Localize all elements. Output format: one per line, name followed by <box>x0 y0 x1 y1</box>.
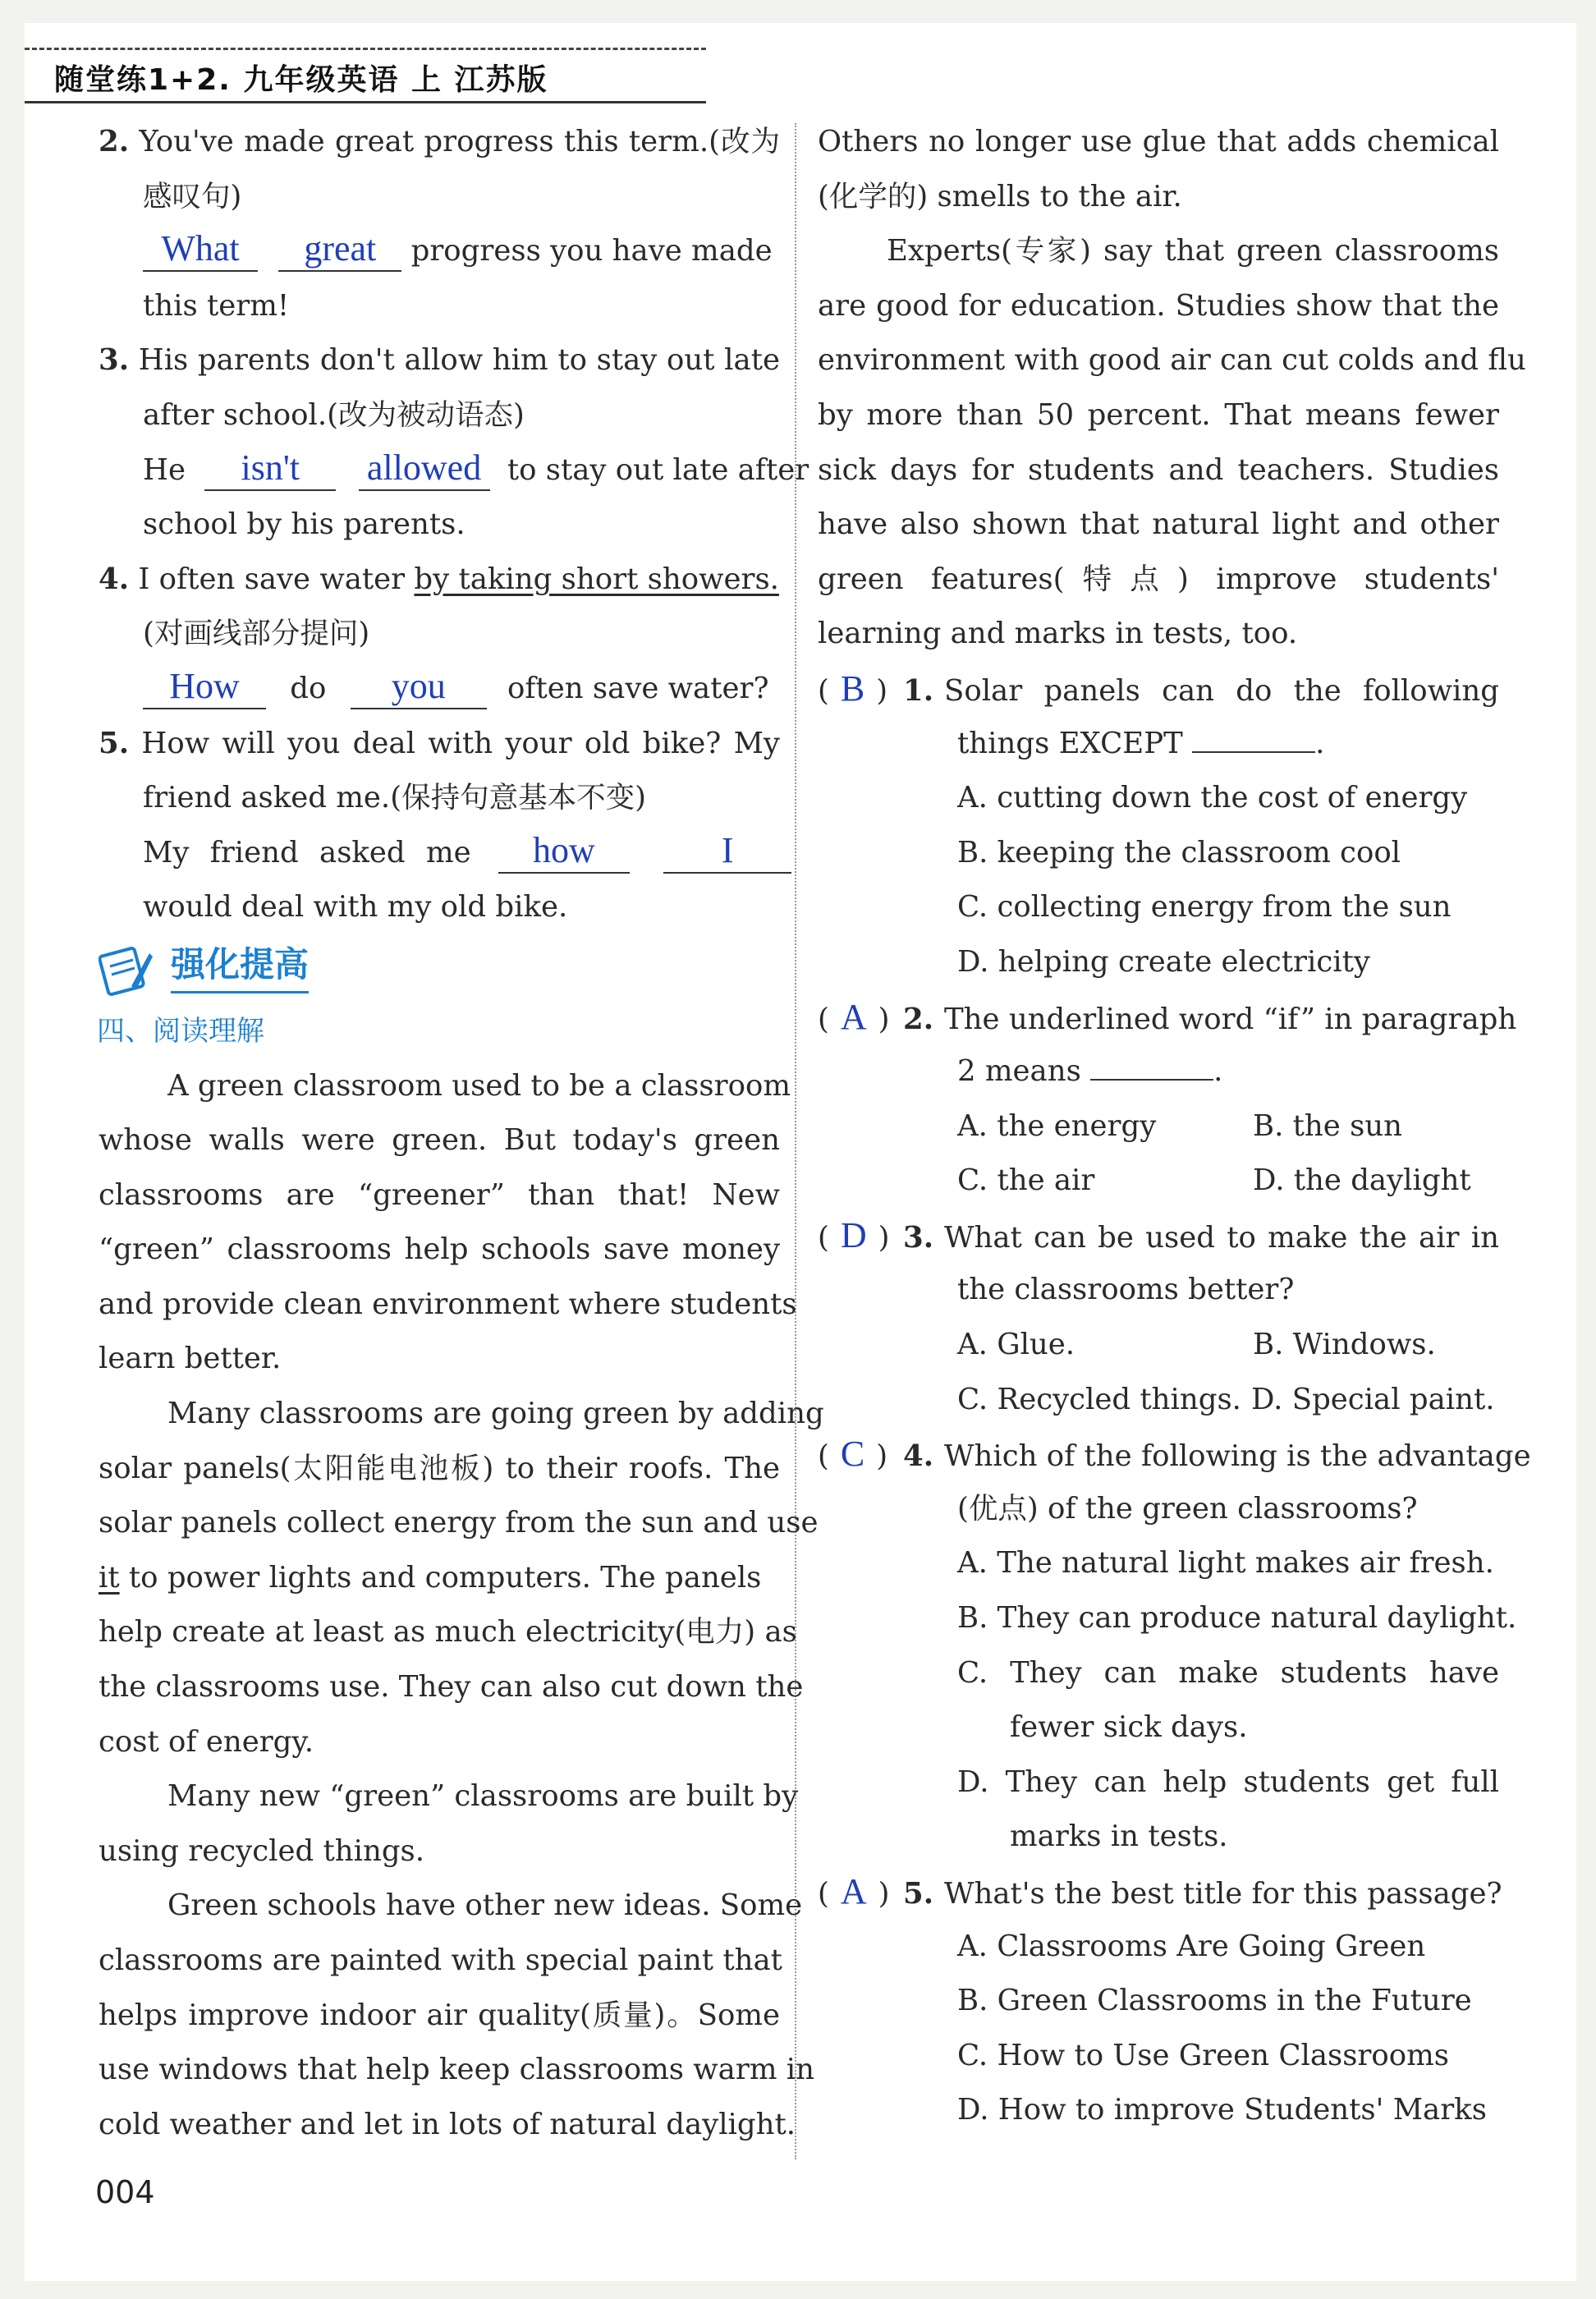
passage-line: by more than 50 percent. That means fewer <box>818 397 1499 432</box>
passage-line: have also shown that natural light and other <box>818 507 1499 542</box>
option: D. the daylight <box>1253 1163 1471 1198</box>
option: B. Windows. <box>1253 1328 1436 1362</box>
q2-after: progress you have made <box>410 234 773 268</box>
passage-line: green features(特点) improve students' <box>818 562 1499 596</box>
page-header <box>25 48 706 103</box>
passage-line: (化学的) smells to the air. <box>818 179 1182 213</box>
passage-line: using recycled things. <box>99 1833 425 1868</box>
header-title: 随堂练1+2. 九年级英语 上 江苏版 <box>54 63 548 97</box>
option: A. cutting down the cost of energy <box>957 781 1468 815</box>
option: C. Recycled things. <box>957 1382 1241 1416</box>
passage-line: Experts(专家) say that green classrooms <box>887 234 1499 268</box>
option: A. Glue. <box>957 1328 1075 1362</box>
question-3-stem2: the classrooms better? <box>957 1273 1295 1307</box>
column-divider <box>795 123 796 2159</box>
right-column <box>818 115 1531 2138</box>
q4-underlined: by taking short showers. <box>414 562 779 596</box>
answer-2: A <box>840 996 867 1037</box>
q2-line4: this term! <box>143 288 290 323</box>
passage-line: cost of energy. <box>99 1724 314 1759</box>
passage-line: the classrooms use. They can also cut down the <box>99 1670 804 1705</box>
q4-answer-line: How do you often save water? <box>99 662 780 717</box>
question-4-stem: ( C ) 4. Which of the following is the advantage <box>818 1434 1531 1475</box>
option-row <box>818 1318 1499 1373</box>
option: A. the energy <box>957 1108 1157 1143</box>
passage-line: Many classrooms are going green by adding <box>167 1397 824 1431</box>
q4-answer-1: How <box>143 665 266 709</box>
passage-line: are good for education. Studies show that the <box>818 288 1499 323</box>
underlined-word: it <box>99 1560 120 1595</box>
passage-line: help create at least as much electricity(电力) as <box>99 1615 797 1650</box>
option: C. collecting energy from the sun <box>957 890 1452 925</box>
q2-answer-2: great <box>278 227 401 272</box>
q3-answer-1: isn't <box>204 447 336 491</box>
q5-answer-2: I <box>663 829 791 874</box>
q3-answer-2: allowed <box>359 447 490 491</box>
passage-line: environment with good air can cut colds and flu <box>818 343 1526 378</box>
q2-answer-line <box>99 224 780 279</box>
passage-line: helps improve indoor air quality(质量)。Some <box>99 1998 780 2032</box>
option: C. the air <box>957 1163 1095 1198</box>
passage-line: sick days for students and teachers. Studies <box>818 452 1499 487</box>
option-continued: marks in tests. <box>1010 1819 1228 1854</box>
answer-4: C <box>840 1434 865 1475</box>
answer-3: D <box>840 1214 867 1255</box>
q5-answer-line: My friend asked me how I <box>99 826 780 881</box>
passage-line: learn better. <box>99 1342 282 1376</box>
q5-line4: would deal with my old bike. <box>143 890 568 925</box>
passage-line: A green classroom used to be a classroom <box>167 1068 791 1103</box>
passage-line: it to power lights and computers. The panels <box>99 1560 762 1595</box>
page-number: 004 <box>95 2174 155 2210</box>
question-2-stem2: 2 means . <box>957 1054 1223 1089</box>
q3-answer-line: He isn't allowed to stay out late after <box>99 443 780 498</box>
passage-line: classrooms are painted with special paint that <box>99 1943 782 1977</box>
passage-line: whose walls were green. But today's green <box>99 1123 780 1158</box>
passage-line: and provide clean environment where students <box>99 1287 797 1321</box>
q4-line2: (对画线部分提问) <box>143 617 370 651</box>
option-row <box>818 1099 1499 1154</box>
question-2-stem: ( A ) 2. The underlined word “if” in paragraph <box>818 996 1517 1037</box>
option-row <box>818 1154 1499 1209</box>
option: B. They can produce natural daylight. <box>957 1601 1517 1636</box>
section-title: 强化提高 <box>99 935 780 1004</box>
q3-line2: after school.(改为被动语态) <box>143 397 525 432</box>
left-column <box>97 115 824 2152</box>
passage-line: classrooms are “greener” than that! New <box>99 1177 780 1212</box>
q3-after: to stay out late after <box>507 452 809 487</box>
pencil-book-icon <box>99 942 154 998</box>
q4-line1: 4. I often save water by taking short showers. <box>99 562 779 596</box>
q4-answer-2: you <box>351 665 487 709</box>
q5-line2: friend asked me.(保持句意基本不变) <box>143 781 646 815</box>
passage-line: use windows that help keep classrooms warm in <box>99 2053 814 2087</box>
option: D. How to improve Students' Marks <box>957 2093 1487 2127</box>
question-3-stem: ( D ) 3. What can be used to make the air in <box>818 1214 1499 1255</box>
q3-line4: school by his parents. <box>143 507 466 542</box>
q5-line1: 5. How will you deal with your old bike? My <box>99 726 780 760</box>
q3-line1: 3. His parents don't allow him to stay out late <box>99 343 780 378</box>
section-subtitle: 四、阅读理解 <box>97 1014 264 1048</box>
option: C. How to Use Green Classrooms <box>957 2038 1450 2072</box>
option: A. The natural light makes air fresh. <box>957 1546 1494 1581</box>
option-continued: fewer sick days. <box>1010 1710 1248 1745</box>
option: B. keeping the classroom cool <box>957 835 1401 870</box>
q2-line1: 2. You've made great progress this term.(改为 <box>99 125 780 158</box>
passage-line: solar panels collect energy from the sun and use <box>99 1506 819 1540</box>
answer-5: A <box>840 1871 867 1911</box>
answer-1: B <box>840 668 865 709</box>
q2-answer-1: What <box>143 227 258 272</box>
passage-line: learning and marks in tests, too. <box>818 617 1298 651</box>
option: B. Green Classrooms in the Future <box>957 1984 1472 2018</box>
option: D. Special paint. <box>1250 1382 1495 1416</box>
question-1-stem: ( B ) 1. Solar panels can do the following <box>818 668 1499 709</box>
option: D. They can help students get full <box>957 1764 1499 1799</box>
q2-line2: 感叹句) <box>143 179 242 213</box>
passage-line: cold weather and let in lots of natural daylight. <box>99 2107 796 2141</box>
option: C. They can make students have <box>957 1655 1499 1690</box>
option: A. Classrooms Are Going Green <box>957 1929 1426 1963</box>
option: B. the sun <box>1253 1108 1403 1143</box>
passage-line: Many new “green” classrooms are built by <box>167 1779 799 1814</box>
q5-answer-1: how <box>498 829 630 874</box>
passage-line: Green schools have other new ideas. Some <box>167 1888 803 1923</box>
passage-line: solar panels(太阳能电池板) to their roofs. The <box>99 1451 780 1485</box>
question-4-stem2: (优点) of the green classrooms? <box>957 1491 1418 1526</box>
option: D. helping create electricity <box>957 944 1370 979</box>
passage-line: “green” classrooms help schools save money <box>99 1232 780 1267</box>
question-1-stem2: things EXCEPT . <box>957 726 1325 760</box>
option-row <box>818 1373 1499 1428</box>
question-5-stem: ( A ) 5. What's the best title for this passage? <box>818 1871 1502 1911</box>
passage-line: Others no longer use glue that adds chemical <box>818 125 1499 158</box>
